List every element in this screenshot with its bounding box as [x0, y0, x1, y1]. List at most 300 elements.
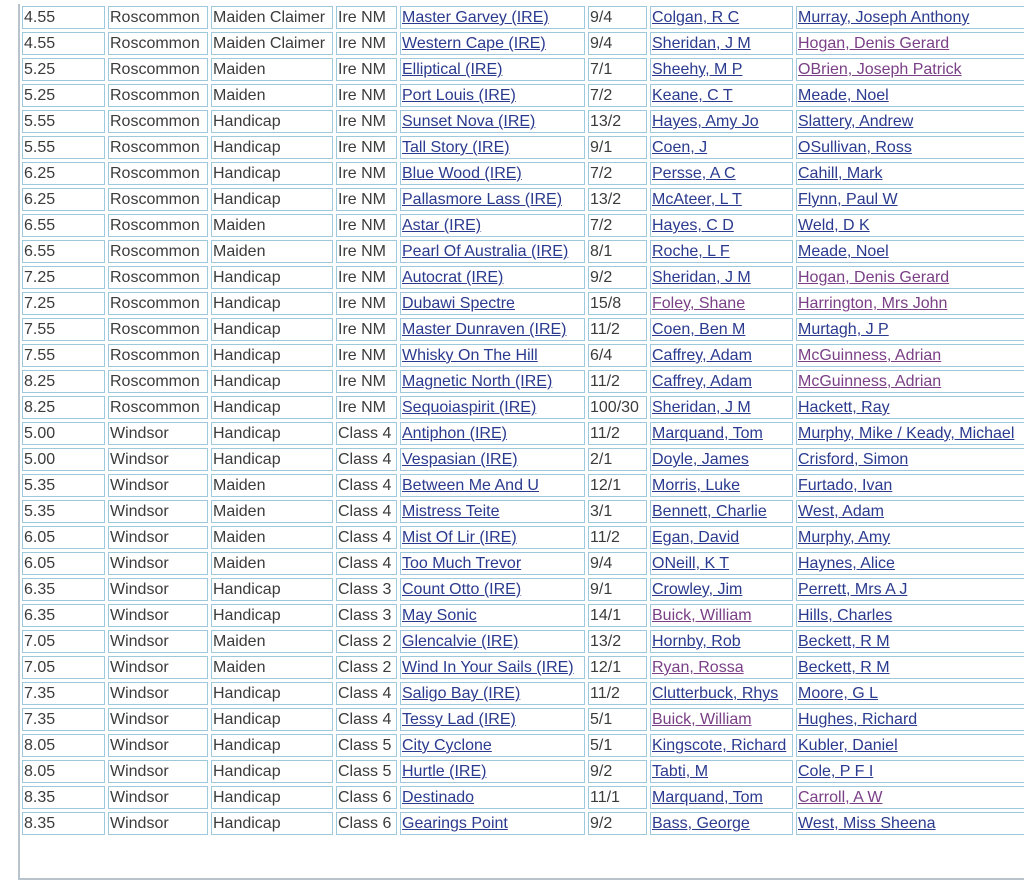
race-time-cell: 8.35	[22, 786, 105, 809]
trainer-link[interactable]: Slattery, Andrew	[798, 113, 914, 130]
trainer-cell	[796, 214, 1024, 237]
table-row	[22, 526, 1024, 549]
table-row	[22, 6, 1024, 29]
horse-cell	[400, 786, 585, 809]
jockey-cell	[650, 188, 793, 211]
jockey-link[interactable]: Hornby, Rob	[652, 633, 741, 650]
horse-cell	[400, 500, 585, 523]
jockey-cell	[650, 734, 793, 757]
odds-cell: 7/2	[588, 214, 647, 237]
horse-link[interactable]: Dubawi Spectre	[402, 295, 515, 312]
trainer-link[interactable]: Perrett, Mrs A J	[798, 581, 908, 598]
course-cell: Roscommon	[108, 292, 208, 315]
course-cell: Windsor	[108, 760, 208, 783]
trainer-link[interactable]: Murphy, Amy	[798, 529, 891, 546]
table-row	[22, 58, 1024, 81]
race-class-cell: Ire NM	[336, 58, 397, 81]
jockey-link[interactable]: Marquand, Tom	[652, 425, 763, 442]
course-cell: Windsor	[108, 448, 208, 471]
trainer-link[interactable]: West, Adam	[798, 503, 884, 520]
table-row	[22, 630, 1024, 653]
jockey-link[interactable]: Sheehy, M P	[652, 61, 743, 78]
trainer-cell	[796, 396, 1024, 419]
horse-link[interactable]: City Cyclone	[402, 737, 492, 754]
jockey-link[interactable]: ONeill, K T	[652, 555, 730, 572]
trainer-cell	[796, 500, 1024, 523]
race-class-cell: Ire NM	[336, 266, 397, 289]
odds-cell: 9/2	[588, 760, 647, 783]
trainer-link[interactable]: Beckett, R M	[798, 659, 890, 676]
horse-link[interactable]: Between Me And U	[402, 477, 539, 494]
odds-cell: 5/1	[588, 708, 647, 731]
race-type-cell: Handicap	[211, 760, 333, 783]
course-cell: Roscommon	[108, 136, 208, 159]
race-type-cell: Maiden Claimer	[211, 6, 333, 29]
course-cell: Roscommon	[108, 6, 208, 29]
horse-cell	[400, 188, 585, 211]
race-time-cell: 6.05	[22, 526, 105, 549]
horse-cell	[400, 682, 585, 705]
jockey-link[interactable]: Egan, David	[652, 529, 740, 546]
race-time-cell: 8.25	[22, 396, 105, 419]
jockey-link[interactable]: Buick, William	[652, 607, 752, 624]
course-cell: Roscommon	[108, 266, 208, 289]
race-time-cell: 4.55	[22, 6, 105, 29]
race-class-cell: Ire NM	[336, 318, 397, 341]
jockey-link[interactable]: Bass, George	[652, 815, 750, 832]
odds-cell: 11/2	[588, 370, 647, 393]
horse-link[interactable]: Wind In Your Sails (IRE)	[402, 659, 574, 676]
jockey-cell	[650, 500, 793, 523]
jockey-link[interactable]: Persse, A C	[652, 165, 736, 182]
jockey-cell	[650, 370, 793, 393]
race-type-cell: Handicap	[211, 786, 333, 809]
horse-cell	[400, 474, 585, 497]
table-row	[22, 812, 1024, 835]
race-class-cell: Ire NM	[336, 188, 397, 211]
trainer-cell	[796, 526, 1024, 549]
horse-link[interactable]: Sunset Nova (IRE)	[402, 113, 536, 130]
horse-link[interactable]: Sequoiaspirit (IRE)	[402, 399, 537, 416]
race-type-cell: Handicap	[211, 578, 333, 601]
race-class-cell: Class 2	[336, 630, 397, 653]
table-row	[22, 552, 1024, 575]
course-cell: Windsor	[108, 656, 208, 679]
horse-link[interactable]: Tall Story (IRE)	[402, 139, 510, 156]
race-time-cell: 8.35	[22, 812, 105, 835]
race-class-cell: Class 2	[336, 656, 397, 679]
race-class-cell: Ire NM	[336, 110, 397, 133]
race-class-cell: Ire NM	[336, 292, 397, 315]
trainer-cell	[796, 292, 1024, 315]
jockey-link[interactable]: Hayes, C D	[652, 217, 734, 234]
race-class-cell: Class 6	[336, 786, 397, 809]
race-time-cell: 5.55	[22, 110, 105, 133]
odds-cell: 9/4	[588, 6, 647, 29]
trainer-cell	[796, 84, 1024, 107]
race-type-cell: Handicap	[211, 344, 333, 367]
course-cell: Roscommon	[108, 214, 208, 237]
horse-link[interactable]: Pallasmore Lass (IRE)	[402, 191, 563, 208]
results-table-container	[18, 4, 1024, 880]
table-row	[22, 370, 1024, 393]
trainer-link[interactable]: Kubler, Daniel	[798, 737, 898, 754]
horse-link[interactable]: Gearings Point	[402, 815, 508, 832]
jockey-link[interactable]: Ryan, Rossa	[652, 659, 744, 676]
course-cell: Roscommon	[108, 344, 208, 367]
jockey-link[interactable]: Colgan, R C	[652, 9, 740, 26]
table-row	[22, 500, 1024, 523]
course-cell: Windsor	[108, 604, 208, 627]
trainer-link[interactable]: Harrington, Mrs John	[798, 295, 948, 312]
race-time-cell: 7.05	[22, 630, 105, 653]
trainer-link[interactable]: Carroll, A W	[798, 789, 883, 806]
jockey-cell	[650, 110, 793, 133]
jockey-link[interactable]: Coen, J	[652, 139, 708, 156]
jockey-link[interactable]: Foley, Shane	[652, 295, 746, 312]
odds-cell: 13/2	[588, 188, 647, 211]
horse-link[interactable]: Elliptical (IRE)	[402, 61, 503, 78]
jockey-link[interactable]: Marquand, Tom	[652, 789, 763, 806]
horse-link[interactable]: Western Cape (IRE)	[402, 35, 546, 52]
odds-cell: 13/2	[588, 110, 647, 133]
race-class-cell: Class 4	[336, 422, 397, 445]
course-cell: Roscommon	[108, 58, 208, 81]
odds-cell: 9/4	[588, 32, 647, 55]
jockey-link[interactable]: Clutterbuck, Rhys	[652, 685, 779, 702]
horse-link[interactable]: Blue Wood (IRE)	[402, 165, 522, 182]
race-class-cell: Ire NM	[336, 6, 397, 29]
jockey-link[interactable]: Sheridan, J M	[652, 35, 751, 52]
odds-cell: 11/2	[588, 682, 647, 705]
trainer-link[interactable]: Murray, Joseph Anthony	[798, 9, 970, 26]
race-time-cell: 5.55	[22, 136, 105, 159]
odds-cell: 9/1	[588, 136, 647, 159]
race-class-cell: Class 4	[336, 448, 397, 471]
trainer-link[interactable]: OSullivan, Ross	[798, 139, 912, 156]
trainer-link[interactable]: Murtagh, J P	[798, 321, 889, 338]
race-type-cell: Maiden	[211, 58, 333, 81]
trainer-link[interactable]: McGuinness, Adrian	[798, 347, 942, 364]
jockey-cell	[650, 604, 793, 627]
race-type-cell: Handicap	[211, 448, 333, 471]
horse-link[interactable]: Magnetic North (IRE)	[402, 373, 553, 390]
horse-cell	[400, 292, 585, 315]
trainer-cell	[796, 578, 1024, 601]
horse-cell	[400, 318, 585, 341]
horse-link[interactable]: Port Louis (IRE)	[402, 87, 516, 104]
horse-link[interactable]: Antiphon (IRE)	[402, 425, 507, 442]
trainer-cell	[796, 786, 1024, 809]
trainer-link[interactable]: Hills, Charles	[798, 607, 893, 624]
race-time-cell: 6.55	[22, 240, 105, 263]
jockey-link[interactable]: Caffrey, Adam	[652, 347, 752, 364]
horse-cell	[400, 604, 585, 627]
course-cell: Windsor	[108, 526, 208, 549]
race-type-cell: Handicap	[211, 318, 333, 341]
trainer-cell	[796, 708, 1024, 731]
jockey-link[interactable]: Tabti, M	[652, 763, 709, 780]
jockey-link[interactable]: Coen, Ben M	[652, 321, 746, 338]
table-row	[22, 396, 1024, 419]
horse-cell	[400, 812, 585, 835]
race-type-cell: Maiden	[211, 552, 333, 575]
horse-cell	[400, 266, 585, 289]
horse-cell	[400, 240, 585, 263]
odds-cell: 11/2	[588, 526, 647, 549]
trainer-link[interactable]: Flynn, Paul W	[798, 191, 898, 208]
trainer-link[interactable]: Beckett, R M	[798, 633, 890, 650]
trainer-cell	[796, 162, 1024, 185]
trainer-link[interactable]: Moore, G L	[798, 685, 879, 702]
course-cell: Windsor	[108, 474, 208, 497]
race-time-cell: 6.05	[22, 552, 105, 575]
table-row	[22, 578, 1024, 601]
jockey-link[interactable]: Crowley, Jim	[652, 581, 743, 598]
trainer-cell	[796, 6, 1024, 29]
horse-cell	[400, 448, 585, 471]
course-cell: Roscommon	[108, 162, 208, 185]
horse-cell	[400, 708, 585, 731]
trainer-link[interactable]: Cahill, Mark	[798, 165, 883, 182]
course-cell: Roscommon	[108, 396, 208, 419]
horse-cell	[400, 422, 585, 445]
race-type-cell: Handicap	[211, 110, 333, 133]
race-time-cell: 5.35	[22, 500, 105, 523]
trainer-cell	[796, 58, 1024, 81]
jockey-link[interactable]: Caffrey, Adam	[652, 373, 752, 390]
trainer-link[interactable]: West, Miss Sheena	[798, 815, 936, 832]
trainer-link[interactable]: Hogan, Denis Gerard	[798, 269, 950, 286]
horse-link[interactable]: Astar (IRE)	[402, 217, 482, 234]
odds-cell: 11/2	[588, 318, 647, 341]
horse-cell	[400, 370, 585, 393]
race-type-cell: Maiden	[211, 214, 333, 237]
race-class-cell: Ire NM	[336, 240, 397, 263]
trainer-link[interactable]: OBrien, Joseph Patrick	[798, 61, 962, 78]
jockey-link[interactable]: Hayes, Amy Jo	[652, 113, 759, 130]
trainer-cell	[796, 552, 1024, 575]
odds-cell: 6/4	[588, 344, 647, 367]
table-row	[22, 422, 1024, 445]
course-cell: Roscommon	[108, 318, 208, 341]
horse-link[interactable]: Vespasian (IRE)	[402, 451, 518, 468]
horse-link[interactable]: Too Much Trevor	[402, 555, 522, 572]
race-time-cell: 4.55	[22, 32, 105, 55]
odds-cell: 9/2	[588, 812, 647, 835]
jockey-cell	[650, 32, 793, 55]
odds-cell: 7/1	[588, 58, 647, 81]
race-class-cell: Class 4	[336, 552, 397, 575]
trainer-link[interactable]: Hogan, Denis Gerard	[798, 35, 950, 52]
horse-cell	[400, 58, 585, 81]
course-cell: Windsor	[108, 422, 208, 445]
horse-cell	[400, 84, 585, 107]
horse-link[interactable]: Count Otto (IRE)	[402, 581, 522, 598]
course-cell: Windsor	[108, 552, 208, 575]
race-class-cell: Ire NM	[336, 84, 397, 107]
race-time-cell: 5.25	[22, 58, 105, 81]
race-type-cell: Handicap	[211, 292, 333, 315]
trainer-link[interactable]: McGuinness, Adrian	[798, 373, 942, 390]
horse-link[interactable]: May Sonic	[402, 607, 477, 624]
odds-cell: 12/1	[588, 474, 647, 497]
horse-cell	[400, 110, 585, 133]
course-cell: Windsor	[108, 630, 208, 653]
jockey-link[interactable]: Kingscote, Richard	[652, 737, 787, 754]
horse-cell	[400, 656, 585, 679]
race-class-cell: Class 5	[336, 734, 397, 757]
race-time-cell: 7.55	[22, 318, 105, 341]
horse-link[interactable]: Hurtle (IRE)	[402, 763, 487, 780]
race-type-cell: Handicap	[211, 370, 333, 393]
jockey-link[interactable]: Doyle, James	[652, 451, 749, 468]
horse-link[interactable]: Master Garvey (IRE)	[402, 9, 549, 26]
race-class-cell: Class 4	[336, 474, 397, 497]
jockey-cell	[650, 656, 793, 679]
table-row	[22, 136, 1024, 159]
horse-link[interactable]: Autocrat (IRE)	[402, 269, 504, 286]
jockey-cell	[650, 682, 793, 705]
trainer-link[interactable]: Haynes, Alice	[798, 555, 895, 572]
trainer-link[interactable]: Meade, Noel	[798, 87, 889, 104]
race-type-cell: Maiden	[211, 526, 333, 549]
horse-cell	[400, 396, 585, 419]
race-class-cell: Class 4	[336, 708, 397, 731]
jockey-link[interactable]: Bennett, Charlie	[652, 503, 767, 520]
jockey-cell	[650, 448, 793, 471]
horse-link[interactable]: Mist Of Lir (IRE)	[402, 529, 517, 546]
trainer-cell	[796, 344, 1024, 367]
trainer-link[interactable]: Murphy, Mike / Keady, Michael	[798, 425, 1015, 442]
jockey-cell	[650, 6, 793, 29]
table-body	[22, 6, 1024, 835]
course-cell: Windsor	[108, 786, 208, 809]
horse-link[interactable]: Pearl Of Australia (IRE)	[402, 243, 569, 260]
table-row	[22, 448, 1024, 471]
jockey-link[interactable]: Morris, Luke	[652, 477, 741, 494]
race-class-cell: Ire NM	[336, 136, 397, 159]
jockey-cell	[650, 630, 793, 653]
table-row	[22, 474, 1024, 497]
course-cell: Roscommon	[108, 240, 208, 263]
odds-cell: 2/1	[588, 448, 647, 471]
odds-cell: 100/30	[588, 396, 647, 419]
trainer-link[interactable]: Weld, D K	[798, 217, 870, 234]
race-time-cell: 7.25	[22, 292, 105, 315]
trainer-link[interactable]: Cole, P F I	[798, 763, 874, 780]
jockey-link[interactable]: McAteer, L T	[652, 191, 742, 208]
jockey-cell	[650, 318, 793, 341]
jockey-link[interactable]: Roche, L F	[652, 243, 730, 260]
race-class-cell: Class 3	[336, 578, 397, 601]
trainer-cell	[796, 32, 1024, 55]
race-time-cell: 6.35	[22, 578, 105, 601]
odds-cell: 15/8	[588, 292, 647, 315]
horse-link[interactable]: Saligo Bay (IRE)	[402, 685, 521, 702]
race-class-cell: Ire NM	[336, 370, 397, 393]
jockey-cell	[650, 552, 793, 575]
jockey-cell	[650, 578, 793, 601]
trainer-link[interactable]: Hackett, Ray	[798, 399, 890, 416]
odds-cell: 7/2	[588, 162, 647, 185]
table-row	[22, 32, 1024, 55]
trainer-cell	[796, 448, 1024, 471]
odds-cell: 9/1	[588, 578, 647, 601]
course-cell: Roscommon	[108, 188, 208, 211]
horse-cell	[400, 162, 585, 185]
course-cell: Roscommon	[108, 32, 208, 55]
race-type-cell: Handicap	[211, 734, 333, 757]
jockey-link[interactable]: Sheridan, J M	[652, 269, 751, 286]
odds-cell: 9/2	[588, 266, 647, 289]
table-row	[22, 318, 1024, 341]
race-class-cell: Class 4	[336, 526, 397, 549]
course-cell: Windsor	[108, 682, 208, 705]
race-class-cell: Class 6	[336, 812, 397, 835]
horse-link[interactable]: Tessy Lad (IRE)	[402, 711, 516, 728]
course-cell: Windsor	[108, 812, 208, 835]
course-cell: Windsor	[108, 708, 208, 731]
course-cell: Windsor	[108, 734, 208, 757]
trainer-link[interactable]: Furtado, Ivan	[798, 477, 893, 494]
horse-link[interactable]: Whisky On The Hill	[402, 347, 538, 364]
jockey-cell	[650, 812, 793, 835]
horse-link[interactable]: Mistress Teite	[402, 503, 500, 520]
table-row	[22, 786, 1024, 809]
trainer-cell	[796, 474, 1024, 497]
jockey-cell	[650, 84, 793, 107]
odds-cell: 8/1	[588, 240, 647, 263]
table-row	[22, 162, 1024, 185]
race-class-cell: Ire NM	[336, 162, 397, 185]
course-cell: Windsor	[108, 500, 208, 523]
race-type-cell: Handicap	[211, 136, 333, 159]
jockey-cell	[650, 526, 793, 549]
table-row	[22, 110, 1024, 133]
trainer-link[interactable]: Hughes, Richard	[798, 711, 918, 728]
race-results-table	[19, 4, 1024, 838]
table-row	[22, 292, 1024, 315]
jockey-cell	[650, 240, 793, 263]
jockey-link[interactable]: Buick, William	[652, 711, 752, 728]
race-type-cell: Maiden Claimer	[211, 32, 333, 55]
race-time-cell: 7.05	[22, 656, 105, 679]
horse-link[interactable]: Master Dunraven (IRE)	[402, 321, 567, 338]
jockey-link[interactable]: Sheridan, J M	[652, 399, 751, 416]
horse-link[interactable]: Destinado	[402, 789, 475, 806]
race-time-cell: 6.55	[22, 214, 105, 237]
trainer-cell	[796, 734, 1024, 757]
race-type-cell: Handicap	[211, 682, 333, 705]
odds-cell: 9/4	[588, 552, 647, 575]
odds-cell: 11/1	[588, 786, 647, 809]
trainer-cell	[796, 682, 1024, 705]
race-class-cell: Ire NM	[336, 396, 397, 419]
race-time-cell: 8.05	[22, 734, 105, 757]
table-row	[22, 344, 1024, 367]
table-row	[22, 760, 1024, 783]
table-row	[22, 708, 1024, 731]
trainer-link[interactable]: Crisford, Simon	[798, 451, 909, 468]
horse-link[interactable]: Glencalvie (IRE)	[402, 633, 519, 650]
trainer-link[interactable]: Meade, Noel	[798, 243, 889, 260]
race-type-cell: Handicap	[211, 422, 333, 445]
race-time-cell: 7.55	[22, 344, 105, 367]
race-type-cell: Handicap	[211, 604, 333, 627]
race-time-cell: 6.25	[22, 162, 105, 185]
jockey-link[interactable]: Keane, C T	[652, 87, 733, 104]
